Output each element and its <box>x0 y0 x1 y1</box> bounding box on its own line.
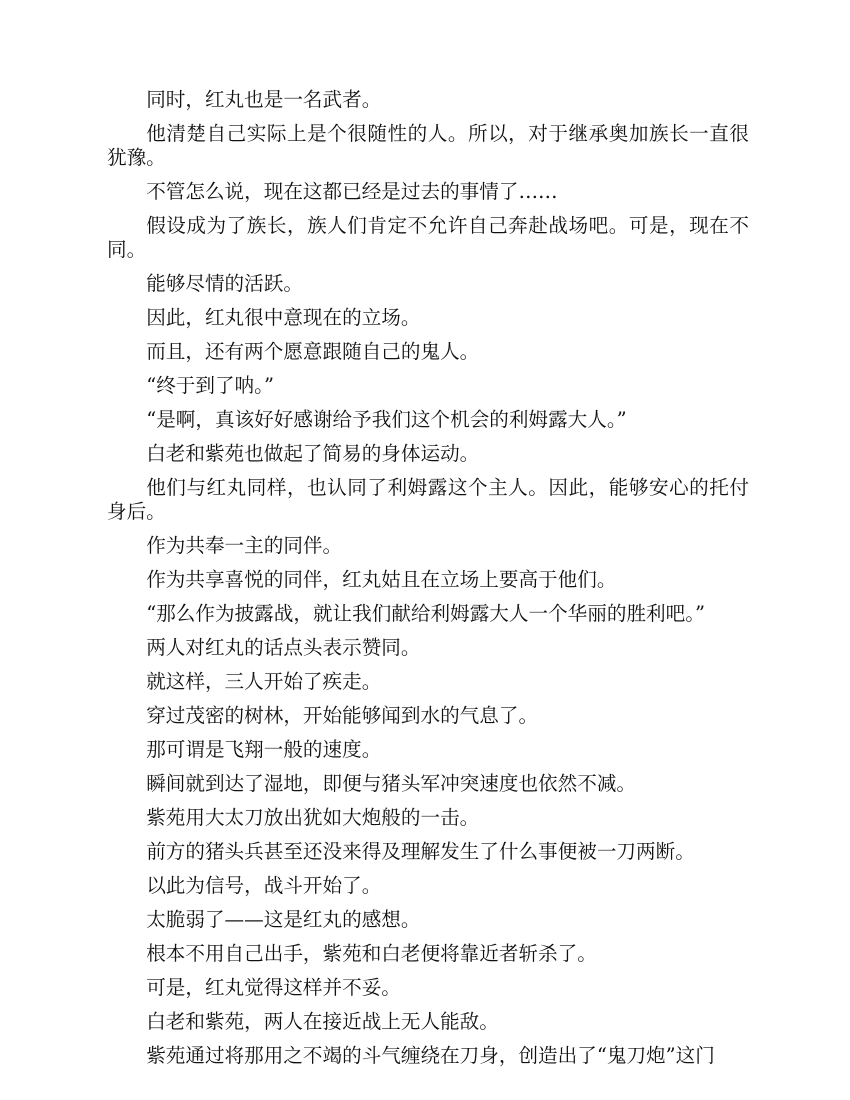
paragraph: 那可谓是飞翔一般的速度。 <box>146 738 382 761</box>
paragraph: 前方的猪头兵甚至还没来得及理解发生了什么事便被一刀两断。 <box>146 840 695 863</box>
body-text <box>107 88 749 1078</box>
paragraph: 假设成为了族长，族人们肯定不允许自己奔赴战场吧。可是，现在不同。 <box>107 214 749 261</box>
paragraph: 因此，红丸很中意现在的立场。 <box>146 306 421 329</box>
paragraph: 白老和紫苑，两人在接近战上无人能敌。 <box>146 1010 499 1033</box>
paragraph: 两人对红丸的话点头表示赞同。 <box>146 636 421 659</box>
paragraph: 不管怎么说，现在这都已经是过去的事情了…… <box>146 180 558 203</box>
paragraph: 白老和紫苑也做起了简易的身体运动。 <box>146 442 480 465</box>
paragraph: 穿过茂密的树林，开始能够闻到水的气息了。 <box>146 704 539 727</box>
paragraph: 能够尽情的活跃。 <box>146 272 303 295</box>
paragraph: 作为共享喜悦的同伴，红丸姑且在立场上要高于他们。 <box>146 568 617 591</box>
paragraph: 紫苑通过将那用之不竭的斗气缠绕在刀身，创造出了“鬼刀炮”这门 <box>146 1044 715 1067</box>
paragraph: 作为共奉一主的同伴。 <box>146 534 343 557</box>
paragraph: 根本不用自己出手，紫苑和白老便将靠近者斩杀了。 <box>146 942 597 965</box>
paragraph: 他们与红丸同样，也认同了利姆露这个主人。因此，能够安心的托付身后。 <box>107 476 749 523</box>
paragraph: 紫苑用大太刀放出犹如大炮般的一击。 <box>146 806 480 829</box>
paragraph: 可是，红丸觉得这样并不妥。 <box>146 976 401 999</box>
paragraph: 同时，红丸也是一名武者。 <box>146 88 382 111</box>
paragraph: 而且，还有两个愿意跟随自己的鬼人。 <box>146 340 480 363</box>
paragraph: 以此为信号，战斗开始了。 <box>146 874 382 897</box>
paragraph: “是啊，真该好好感谢给予我们这个机会的利姆露大人。” <box>146 408 627 431</box>
paragraph: “终于到了呐。” <box>146 374 274 397</box>
paragraph: 太脆弱了——这是红丸的感想。 <box>146 908 421 931</box>
paragraph: 他清楚自己实际上是个很随性的人。所以，对于继承奥加族长一直很犹豫。 <box>107 122 749 169</box>
paragraph: 就这样，三人开始了疾走。 <box>146 670 382 693</box>
paragraph: “那么作为披露战，就让我们献给利姆露大人一个华丽的胜利吧。” <box>146 602 706 625</box>
paragraph: 瞬间就到达了湿地，即便与猪头军冲突速度也依然不减。 <box>146 772 637 795</box>
